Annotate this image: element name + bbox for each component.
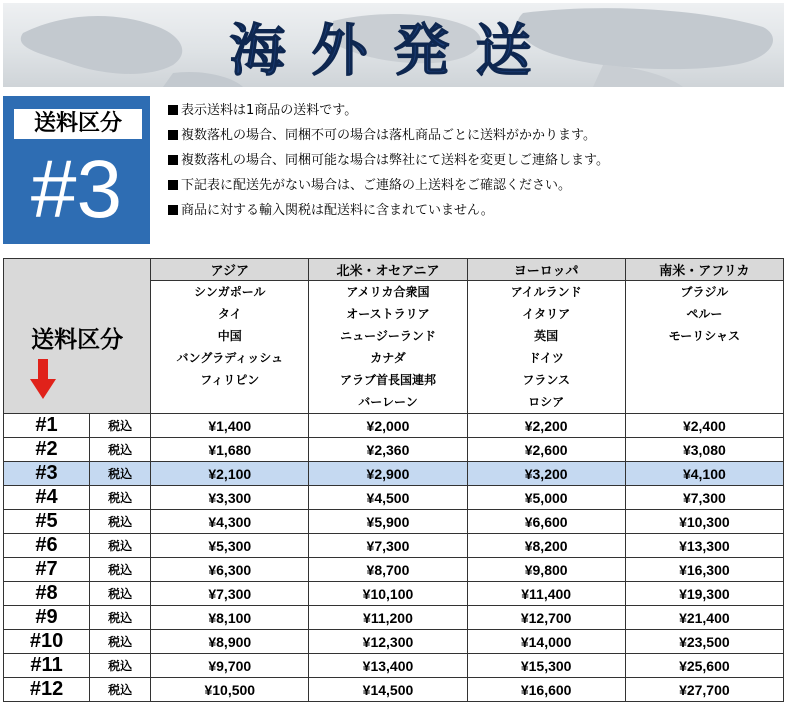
category-number: #3: [30, 144, 123, 235]
country-item: イタリア: [522, 307, 571, 321]
price-cell: ¥9,700: [151, 654, 309, 678]
tax-included-label: 税込: [90, 678, 151, 702]
note-item: 複数落札の場合、同梱不可の場合は落札商品ごとに送料がかかります。: [168, 123, 780, 148]
rate-category-number: #8: [4, 582, 90, 606]
rate-category-number: #9: [4, 606, 90, 630]
tax-included-label: 税込: [90, 462, 151, 486]
region-header-europe: ヨーロッパ: [467, 259, 625, 281]
country-list-south-america-africa: [625, 281, 783, 414]
bullet-square-icon: [168, 205, 178, 215]
price-cell: ¥2,900: [309, 462, 467, 486]
price-cell: ¥7,300: [309, 534, 467, 558]
country-item: アメリカ合衆国: [346, 285, 430, 299]
region-header-south-america-africa: 南米・アフリカ: [625, 259, 783, 281]
country-item: ブラジル: [680, 285, 729, 299]
price-cell: ¥2,360: [309, 438, 467, 462]
price-cell: ¥7,300: [625, 486, 783, 510]
price-cell: ¥11,200: [309, 606, 467, 630]
tax-included-label: 税込: [90, 534, 151, 558]
table-corner: [4, 259, 151, 414]
country-item: アイルランド: [510, 285, 582, 299]
shipping-rate-table: [3, 258, 784, 702]
price-cell: ¥1,400: [151, 414, 309, 438]
country-item: バングラディッシュ: [176, 351, 284, 365]
price-cell: ¥8,900: [151, 630, 309, 654]
country-item: タイ: [217, 307, 242, 321]
country-item: アラブ首長国連邦: [339, 373, 436, 387]
price-cell: ¥9,800: [467, 558, 625, 582]
tax-included-label: 税込: [90, 438, 151, 462]
country-item: 中国: [217, 329, 242, 343]
price-cell: ¥4,100: [625, 462, 783, 486]
price-cell: ¥23,500: [625, 630, 783, 654]
price-cell: ¥2,400: [625, 414, 783, 438]
price-cell: ¥12,700: [467, 606, 625, 630]
tax-included-label: 税込: [90, 606, 151, 630]
country-item: シンガポール: [194, 285, 266, 299]
price-cell: ¥10,300: [625, 510, 783, 534]
country-item: カナダ: [370, 351, 406, 365]
price-cell: ¥8,200: [467, 534, 625, 558]
region-header-north-america-oceania: 北米・オセアニア: [309, 259, 467, 281]
tax-included-label: 税込: [90, 582, 151, 606]
country-list-europe: [467, 281, 625, 414]
country-item: 英国: [534, 329, 559, 343]
notes-list: [168, 98, 780, 223]
table-row: [4, 486, 784, 510]
country-item: ニュージーランド: [340, 329, 436, 343]
rate-category-number: #5: [4, 510, 90, 534]
rate-category-number: #1: [4, 414, 90, 438]
note-item: 表示送料は1商品の送料です。: [168, 98, 780, 123]
rate-category-number: #10: [4, 630, 90, 654]
price-cell: ¥1,680: [151, 438, 309, 462]
price-cell: ¥16,300: [625, 558, 783, 582]
country-item: オーストラリア: [346, 307, 430, 321]
price-cell: ¥4,500: [309, 486, 467, 510]
table-row: [4, 534, 784, 558]
bullet-square-icon: [168, 105, 178, 115]
price-cell: ¥3,080: [625, 438, 783, 462]
corner-label: 送料区分: [31, 327, 124, 353]
tax-included-label: 税込: [90, 414, 151, 438]
tax-included-label: 税込: [90, 654, 151, 678]
country-list-north-america-oceania: [309, 281, 467, 414]
price-cell: ¥8,700: [309, 558, 467, 582]
price-cell: ¥7,300: [151, 582, 309, 606]
bullet-square-icon: [168, 130, 178, 140]
rate-category-number: #3: [4, 462, 90, 486]
region-header-asia: アジア: [151, 259, 309, 281]
price-cell: ¥13,400: [309, 654, 467, 678]
tax-included-label: 税込: [90, 630, 151, 654]
country-item: フィリピン: [200, 373, 260, 387]
price-cell: ¥2,100: [151, 462, 309, 486]
note-item: 複数落札の場合、同梱可能な場合は弊社にて送料を変更しご連絡します。: [168, 148, 780, 173]
price-cell: ¥15,300: [467, 654, 625, 678]
red-down-arrow-icon: [30, 359, 56, 399]
price-cell: ¥10,100: [309, 582, 467, 606]
bullet-square-icon: [168, 180, 178, 190]
price-cell: ¥14,500: [309, 678, 467, 702]
rate-category-number: #7: [4, 558, 90, 582]
table-row: [4, 630, 784, 654]
table-row: [4, 438, 784, 462]
table-row: [4, 414, 784, 438]
price-cell: ¥2,200: [467, 414, 625, 438]
note-item: 下記表に配送先がない場合は、ご連絡の上送料をご確認ください。: [168, 173, 780, 198]
country-item: ドイツ: [528, 351, 564, 365]
price-cell: ¥5,300: [151, 534, 309, 558]
price-cell: ¥27,700: [625, 678, 783, 702]
country-list-asia: [151, 281, 309, 414]
table-row: [4, 654, 784, 678]
rate-category-number: #6: [4, 534, 90, 558]
rate-category-number: #2: [4, 438, 90, 462]
price-cell: ¥6,300: [151, 558, 309, 582]
price-cell: ¥3,200: [467, 462, 625, 486]
price-cell: ¥8,100: [151, 606, 309, 630]
country-item: フランス: [522, 373, 570, 387]
price-cell: ¥11,400: [467, 582, 625, 606]
rate-category-number: #11: [4, 654, 90, 678]
price-cell: ¥12,300: [309, 630, 467, 654]
price-cell: ¥16,600: [467, 678, 625, 702]
price-cell: ¥6,600: [467, 510, 625, 534]
price-cell: ¥5,000: [467, 486, 625, 510]
price-cell: ¥5,900: [309, 510, 467, 534]
table-row: [4, 582, 784, 606]
header-banner: [3, 3, 784, 87]
rate-category-number: #4: [4, 486, 90, 510]
price-cell: ¥21,400: [625, 606, 783, 630]
category-label: 送料区分: [14, 109, 142, 139]
price-cell: ¥4,300: [151, 510, 309, 534]
price-cell: ¥2,600: [467, 438, 625, 462]
price-cell: ¥10,500: [151, 678, 309, 702]
rate-rows: [4, 414, 784, 702]
price-cell: ¥3,300: [151, 486, 309, 510]
country-item: ペルー: [686, 307, 723, 321]
country-item: モーリシャス: [668, 329, 741, 343]
note-item: 商品に対する輸入関税は配送料に含まれていません。: [168, 198, 780, 223]
table-row: [4, 510, 784, 534]
price-cell: ¥14,000: [467, 630, 625, 654]
price-cell: ¥2,000: [309, 414, 467, 438]
table-row: [4, 606, 784, 630]
bullet-square-icon: [168, 155, 178, 165]
country-item: ロシア: [528, 395, 565, 409]
table-row: [4, 558, 784, 582]
price-cell: ¥13,300: [625, 534, 783, 558]
price-cell: ¥25,600: [625, 654, 783, 678]
table-row: [4, 462, 784, 486]
table-row: [4, 678, 784, 702]
tax-included-label: 税込: [90, 486, 151, 510]
tax-included-label: 税込: [90, 558, 151, 582]
country-item: バーレーン: [358, 395, 418, 409]
tax-included-label: 税込: [90, 510, 151, 534]
banner-title: 海外発送: [229, 19, 558, 84]
rate-category-number: #12: [4, 678, 90, 702]
price-cell: ¥19,300: [625, 582, 783, 606]
